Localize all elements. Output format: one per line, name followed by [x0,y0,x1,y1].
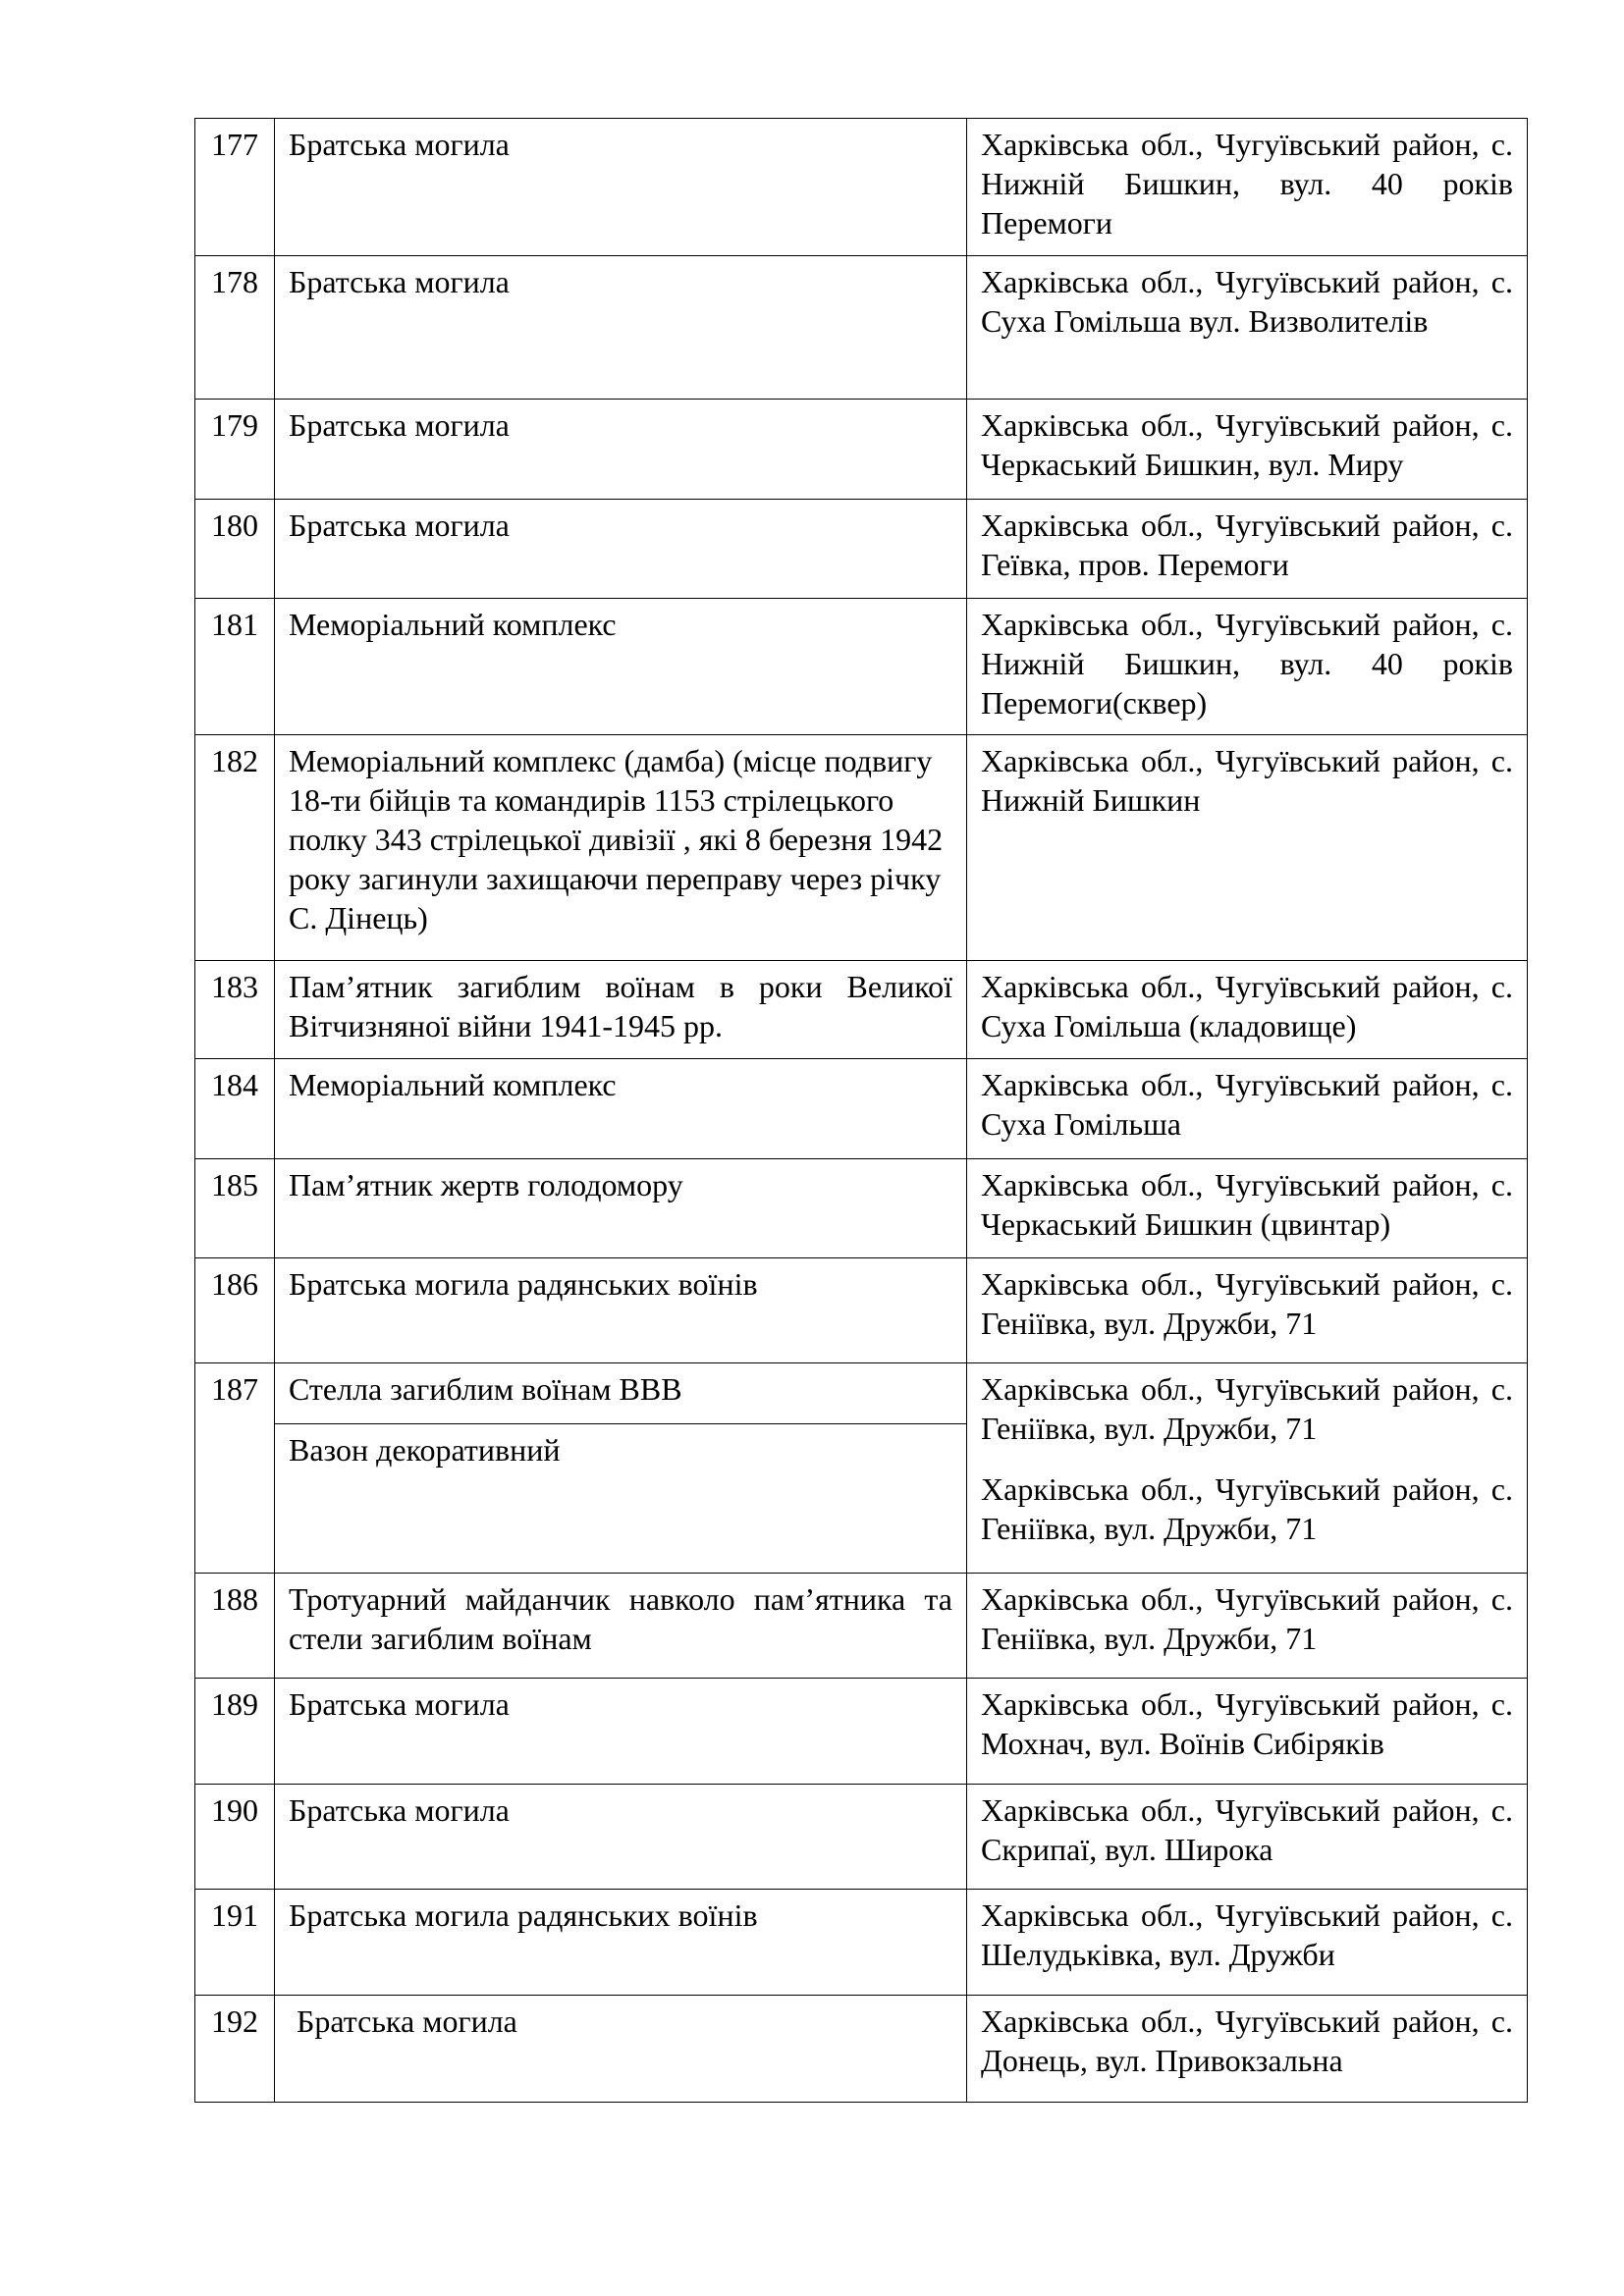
monument-address: Харківська обл., Чугуївський район, с. Геніївка, вул. Дружби, 71 [967,1258,1528,1363]
monument-address: Харківська обл., Чугуївський район, с. Черкаський Бишкин, вул. Миру [967,400,1528,500]
monument-name: Братська могила [275,500,967,599]
table-row [195,1890,1528,1996]
table-row [195,1785,1528,1890]
monument-address: Харківська обл., Чугуївський район, с. Мохнач, вул. Воїнів Сибіряків [967,1679,1528,1785]
monument-name: Тротуарний майданчик навколо пам’ятника та стели загиблим воїнам [275,1574,967,1679]
monument-address: Харківська обл., Чугуївський район, с. Геніївка, вул. Дружби, 71 [981,1371,1513,1446]
monument-name: Братська могила [275,1996,967,2103]
monument-name: Меморіальний комплекс [275,1059,967,1159]
monument-name: Пам’ятник жертв голодомору [275,1159,967,1258]
monument-name: Братська могила радянських воїнів [275,1890,967,1996]
row-number: 192 [195,1996,275,2103]
monument-address: Харківська обл., Чугуївський район, с. Шелудьківка, вул. Дружби [967,1890,1528,1996]
row-number: 185 [195,1159,275,1258]
row-number: 182 [195,735,275,961]
row-number: 190 [195,1785,275,1890]
table-row [195,500,1528,599]
monument-address: Харківська обл., Чугуївський район, с. Нижній Бишкин [967,735,1528,961]
monument-address: Харківська обл., Чугуївський район, с. Геніївка, вул. Дружби, 71 [967,1574,1528,1679]
row-number: 177 [195,119,275,256]
monument-name: Братська могила [275,1785,967,1890]
table-row [195,1996,1528,2103]
monuments-table [194,118,1528,2103]
table-row [195,1059,1528,1159]
monument-name: Меморіальний комплекс [275,599,967,735]
row-number: 184 [195,1059,275,1159]
monument-address: Харківська обл., Чугуївський район, с. Донець, вул. Привокзальна [967,1996,1528,2103]
row-number: 191 [195,1890,275,1996]
table-row [195,735,1528,961]
row-number: 179 [195,400,275,500]
monument-address: Харківська обл., Чугуївський район, с. Нижній Бишкин, вул. 40 років Перемоги [967,119,1528,256]
monument-address: Харківська обл., Чугуївський район, с. Суха Гомільша вул. Визволителів [967,256,1528,400]
monument-name: Вазон декоративний [275,1424,967,1574]
row-number: 186 [195,1258,275,1363]
row-number: 187 [195,1363,275,1574]
monument-address: Харківська обл., Чугуївський район, с. Геніївка, вул. Дружби, 71 [981,1471,1513,1546]
table-row [195,1159,1528,1258]
monument-name: Братська могила [275,119,967,256]
monument-name: Братська могила [275,1679,967,1785]
table-row [195,1574,1528,1679]
monument-name: Братська могила [275,256,967,400]
monument-name: Пам’ятник загиблим воїнам в роки Великої Вітчизняної війни 1941-1945 рр. [275,961,967,1059]
row-number: 181 [195,599,275,735]
monument-address: Харківська обл., Чугуївський район, с. Суха Гомільша [967,1059,1528,1159]
monument-address: Харківська обл., Чугуївський район, с. Скрипаї, вул. Широка [967,1785,1528,1890]
monument-address: Харківська обл., Чугуївський район, с. Черкаський Бишкин (цвинтар) [967,1159,1528,1258]
monument-address-cell [967,1363,1528,1574]
row-number: 180 [195,500,275,599]
monument-name: Стелла загиблим воїнам ВВВ [275,1363,967,1424]
monument-address: Харківська обл., Чугуївський район, с. Нижній Бишкин, вул. 40 років Перемоги(сквер) [967,599,1528,735]
monument-address: Харківська обл., Чугуївський район, с. Геївка, пров. Перемоги [967,500,1528,599]
table-row [195,1258,1528,1363]
table-row [195,1679,1528,1785]
monument-name: Братська могила [275,400,967,500]
table-row [195,400,1528,500]
table-row [195,256,1528,400]
monument-name: Братська могила радянських воїнів [275,1258,967,1363]
row-number: 178 [195,256,275,400]
row-number: 188 [195,1574,275,1679]
row-number: 189 [195,1679,275,1785]
monument-name: Меморіальний комплекс (дамба) (місце подвигу 18-ти бійців та командирів 1153 стрілецького полку 343 стрілецької дивізії , які 8 березня 1942 року загинули захищаючи переправу через річку С. Дінець) [275,735,967,961]
table-row [195,599,1528,735]
row-number: 183 [195,961,275,1059]
monument-address: Харківська обл., Чугуївський район, с. Суха Гомільша (кладовище) [967,961,1528,1059]
table-row [195,961,1528,1059]
table-row [195,1363,1528,1424]
table-row [195,119,1528,256]
